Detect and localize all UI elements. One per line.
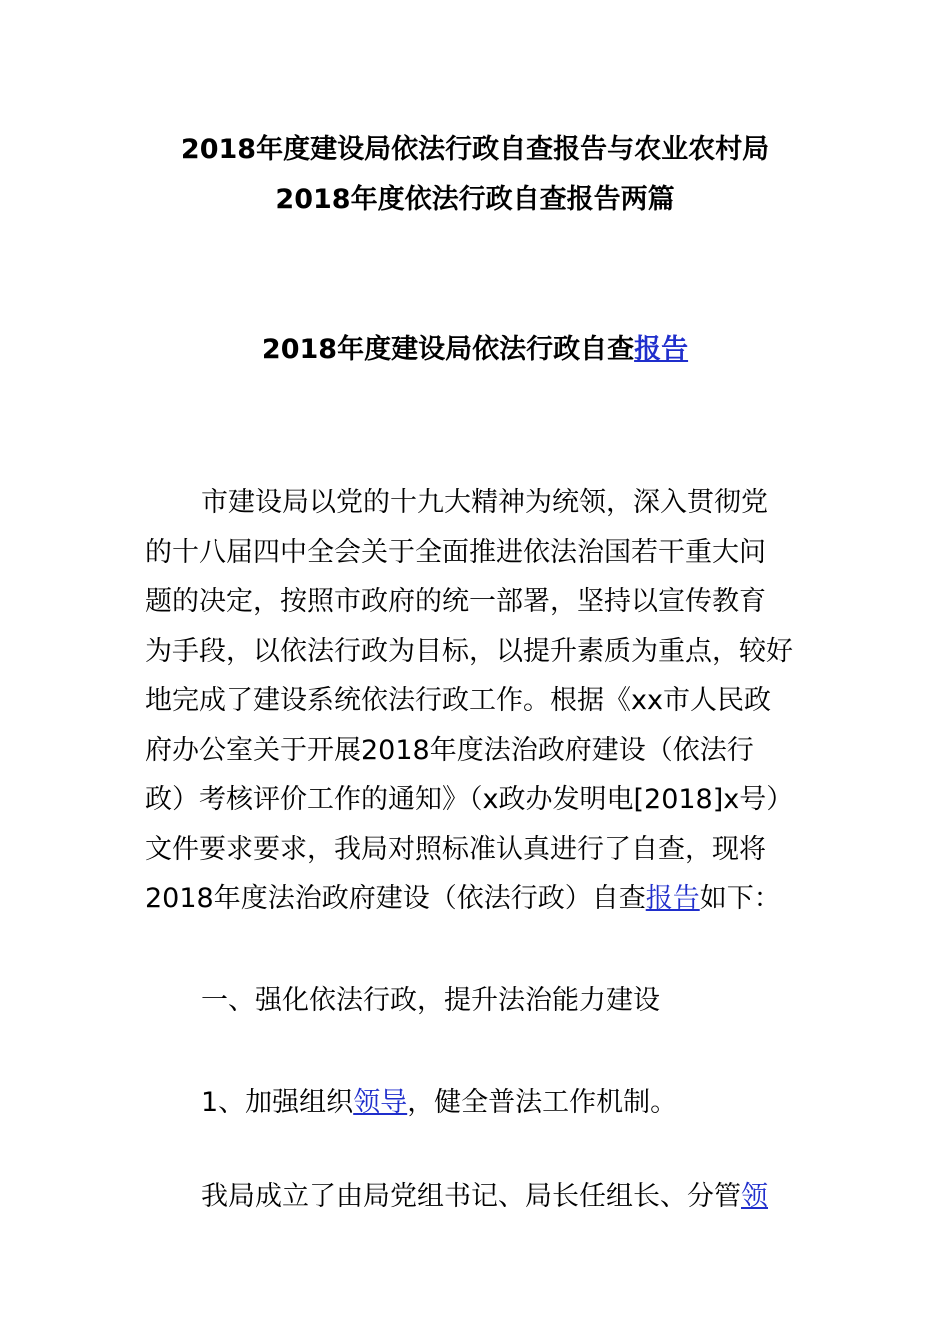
paragraph-2-line [145,1172,815,1222]
paragraph-1 [145,478,815,924]
paragraph-2 [145,1172,815,1222]
paragraph-1-line: 文件要求要求，我局对照标准认真进行了自查，现将 [145,833,766,865]
paragraph-1-line: 地完成了建设系统依法行政工作。根据《xx市人民政 [145,685,771,716]
section-title-text: 2018年度建设局依法行政自查 [261,334,635,365]
section-title-report-link[interactable]: 报告 [634,334,689,365]
heading-2-suffix: ，健全普法工作机制。 [407,1087,678,1118]
heading-1-text: 一、强化依法行政，提升法治能力建设 [201,985,660,1016]
section-title [0,330,950,370]
paragraph-1-line: 为手段，以依法行政为目标，以提升素质为重点，较好 [145,635,793,667]
paragraph-1-line: 政）考核评价工作的通知》（x政办发明电[2018]x号） [145,784,794,815]
heading-1 [145,976,815,1026]
paragraph-2-text: 我局成立了由局党组书记、局长任组长、分管 [201,1181,741,1212]
paragraph-1-last-line [145,874,815,924]
paragraph-1-line: 市建设局以党的十九大精神为统领，深入贯彻党 [201,487,768,518]
paragraph-1-last-text: 2018年度法治政府建设（依法行政）自查 [145,883,646,914]
heading-2-leadership-link[interactable]: 领导 [353,1087,408,1118]
heading-2-text: 1、加强组织 [201,1087,354,1118]
paragraph-2-leadership-link[interactable]: 领 [741,1181,768,1212]
paragraph-1-line: 的十八届四中全会关于全面推进依法治国若干重大问 [145,536,766,568]
paragraph-1-last-suffix: 如下： [699,883,781,914]
document-title-line-1: 2018年度建设局依法行政自查报告与农业农村局 [180,134,770,165]
heading-2 [145,1078,815,1128]
document-title-line-2: 2018年度依法行政自查报告两篇 [275,184,675,215]
heading-2-line [145,1078,815,1128]
paragraph-1-report-link[interactable]: 报告 [645,883,700,914]
paragraph-1-line: 题的决定，按照市政府的统一部署，坚持以宣传教育 [145,586,766,617]
paragraph-1-line: 府办公室关于开展2018年度法治政府建设（依法行 [145,734,754,766]
